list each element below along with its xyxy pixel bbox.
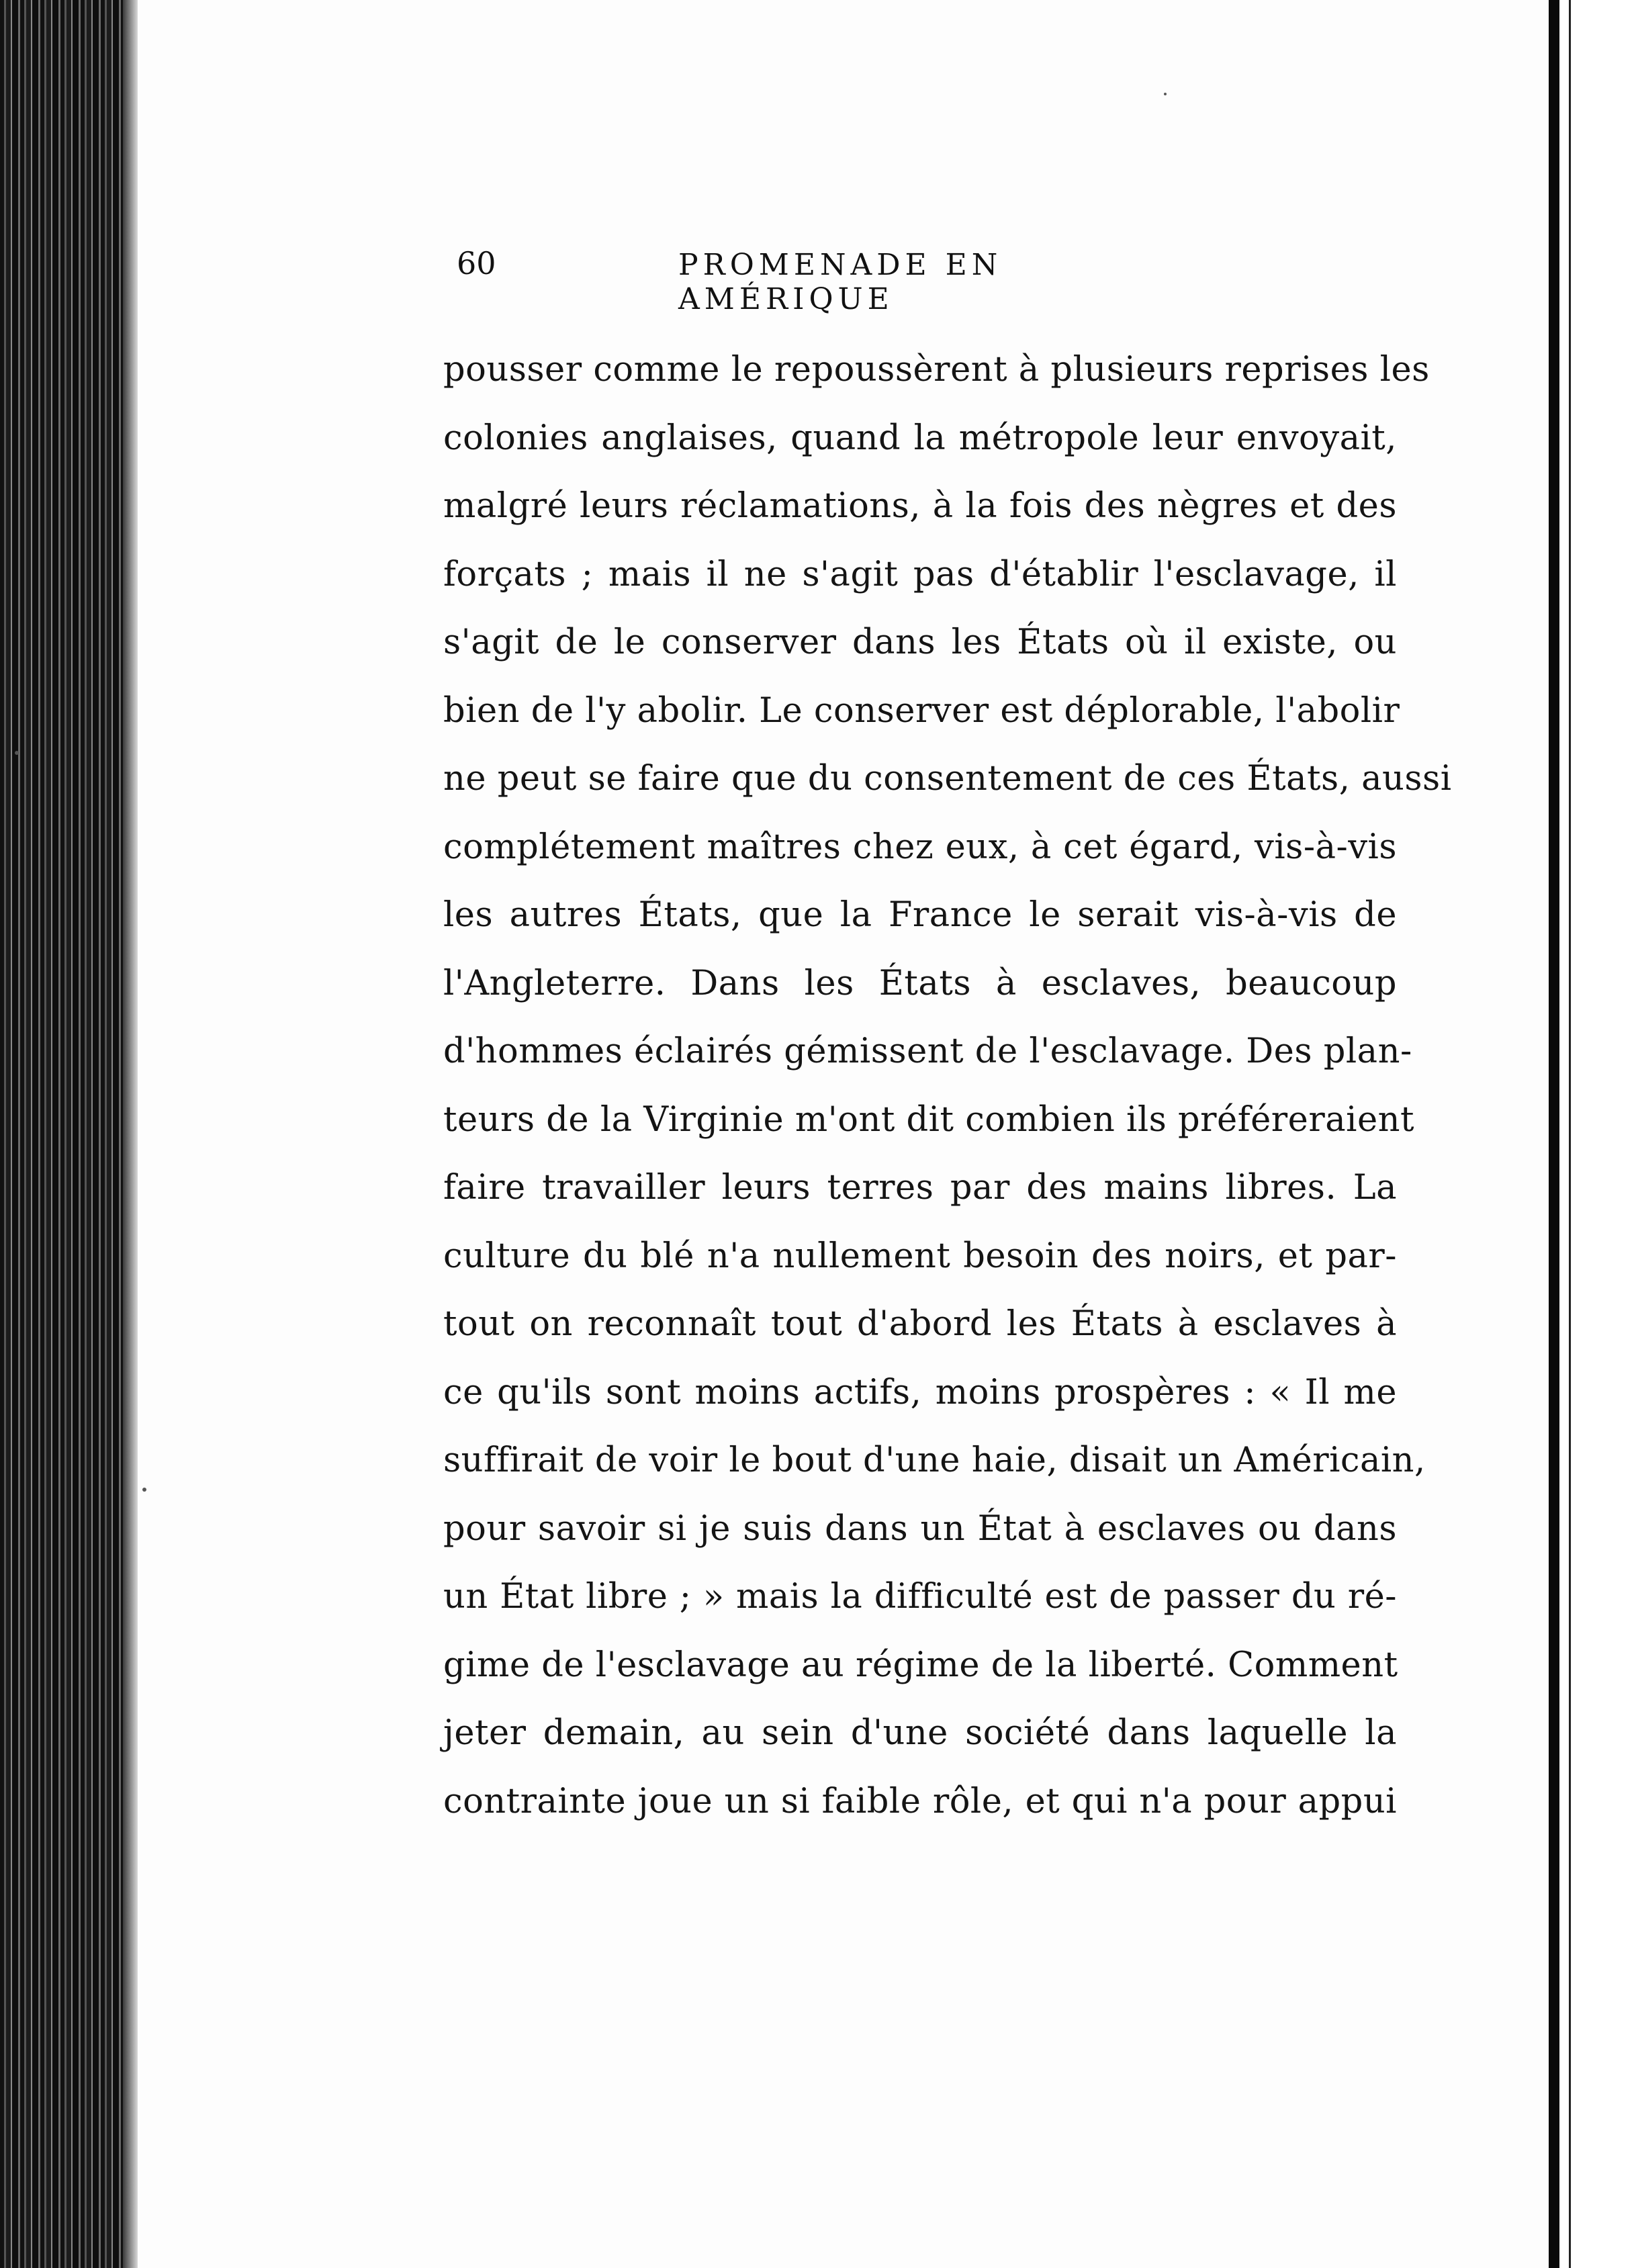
text-line: forçats ; mais il ne s'agit pas d'établir l'esclavage, il [443, 554, 1397, 594]
text-line: d'hommes éclairés gémissent de l'esclavage. Des plan- [443, 1032, 1412, 1071]
text-line: contrainte joue un si faible rôle, et qui n'a pour appui [443, 1781, 1397, 1821]
scan-speck [15, 751, 19, 755]
scan-speck [1164, 93, 1167, 95]
text-line: jeter demain, au sein d'une société dans laquelle la [443, 1713, 1397, 1753]
text-line: suffirait de voir le bout d'une haie, disait un Américain, [443, 1441, 1426, 1480]
text-line: malgré leurs réclamations, à la fois des nègres et des [443, 486, 1397, 526]
book-left-edge [0, 0, 138, 2268]
book-right-edge [1549, 0, 1636, 2268]
text-line: l'Angleterre. Dans les États à esclaves, beaucoup [443, 963, 1397, 1003]
right-edge-bar [1549, 0, 1559, 2268]
text-line: culture du blé n'a nullement besoin des noirs, et par- [443, 1236, 1397, 1276]
text-line: pousser comme le repoussèrent à plusieurs reprises les [443, 350, 1430, 390]
scan-speck [142, 1488, 146, 1492]
text-line: tout on reconnaît tout d'abord les États à esclaves à [443, 1304, 1397, 1344]
body-text [443, 336, 1452, 1835]
text-line: bien de l'y abolir. Le conserver est déplorable, l'abolir [443, 690, 1400, 731]
text-line: un État libre ; » mais la difficulté est de passer du ré- [443, 1577, 1397, 1617]
running-title: PROMENADE EN AMÉRIQUE [678, 248, 1003, 316]
text-line: faire travailler leurs terres par des mains libres. La [443, 1168, 1397, 1208]
page-number: 60 [457, 245, 496, 281]
text-line: teurs de la Virginie m'ont dit combien ils préféreraient [443, 1099, 1414, 1140]
text-line: complétement maîtres chez eux, à cet égard, vis-à-vis [443, 827, 1397, 867]
text-line: s'agit de le conserver dans les États où il existe, ou [443, 623, 1397, 662]
text-line: ce qu'ils sont moins actifs, moins prospères : « Il me [443, 1372, 1397, 1412]
right-edge-line [1569, 0, 1571, 2268]
page-header [457, 238, 1209, 316]
text-line: ne peut se faire que du consentement de ces États, aussi [443, 759, 1452, 799]
text-line: gime de l'esclavage au régime de la liberté. Comment [443, 1645, 1398, 1685]
text-line: pour savoir si je suis dans un État à esclaves ou dans [443, 1508, 1397, 1549]
text-line: les autres États, que la France le serait vis-à-vis de [443, 895, 1397, 935]
text-line: colonies anglaises, quand la métropole leur envoyait, [443, 418, 1397, 458]
